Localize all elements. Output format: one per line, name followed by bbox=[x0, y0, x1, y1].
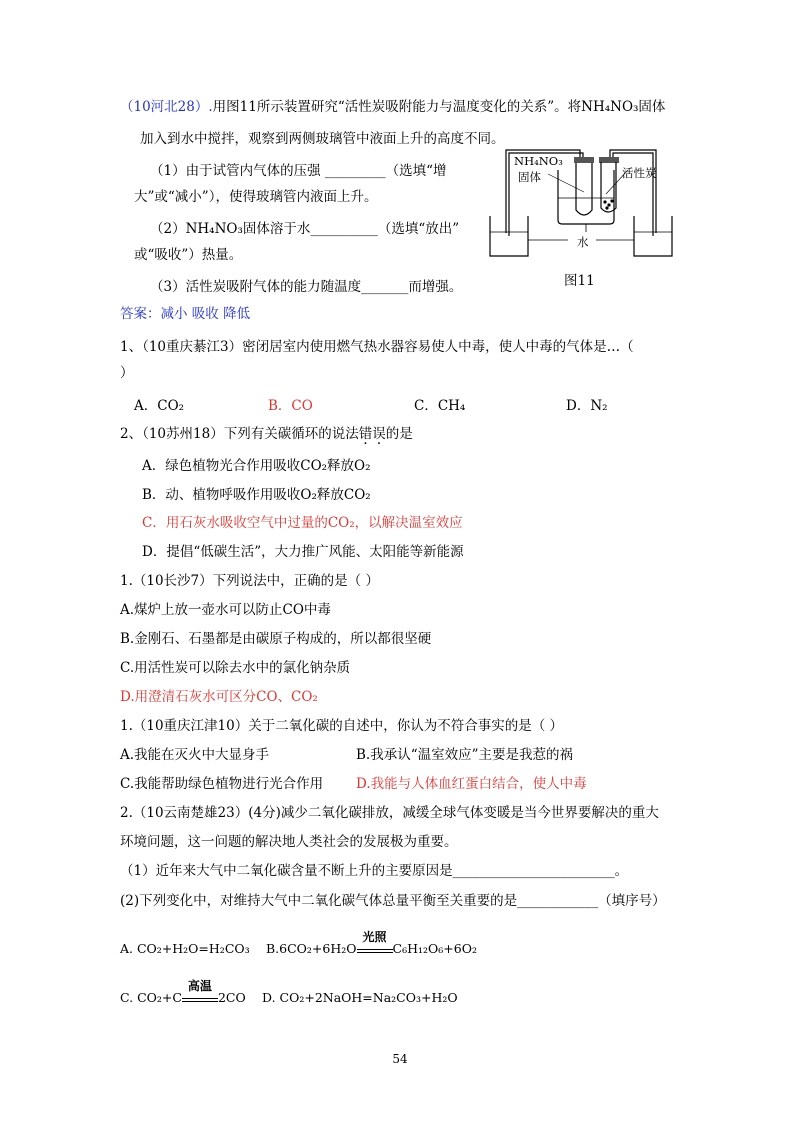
condition-light-label: 光照 bbox=[362, 930, 387, 944]
q5-part-2: (2)下列变化中，对维持大气中二氧化碳气体总量平衡至关重要的是____________（填序号） bbox=[120, 893, 666, 909]
q5-option-c-reactants: C. CO₂+C bbox=[120, 990, 182, 1005]
page-number: 54 bbox=[392, 1052, 408, 1066]
reaction-condition-light bbox=[357, 930, 393, 953]
q2-stem bbox=[120, 425, 413, 443]
label-solid: 固体 bbox=[518, 170, 541, 184]
q3-option-a: A.煤炉上放一壶水可以防止CO中毒 bbox=[120, 602, 331, 618]
sub-question-1a: （1）由于试管内气体的压强 _________（选填“增 bbox=[150, 163, 447, 179]
q5-option-c-products: 2CO bbox=[217, 990, 246, 1005]
q5-option-b-products: C₆H₁₂O₆+6O₂ bbox=[392, 941, 477, 956]
q2-emph-1: 错 bbox=[358, 426, 373, 442]
intro-line-2: 加入到水中搅拌，观察到两侧玻璃管中液面上升的高度不同。 bbox=[140, 131, 505, 147]
source-tag: （10河北28）. bbox=[120, 99, 213, 115]
label-water: 水 bbox=[574, 233, 592, 251]
q5-part-1: （1）近年来大气中二氧化碳含量不断上升的主要原因是________________________。 bbox=[120, 863, 629, 879]
q4-option-c: C.我能帮助绿色植物进行光合作用 bbox=[120, 776, 324, 792]
q5-stem-2: 环境问题，这一问题的解决地人类社会的发展极为重要。 bbox=[120, 834, 458, 850]
q2-option-a: A．绿色植物光合作用吸收CO₂释放O₂ bbox=[142, 458, 371, 474]
intro-text-1: 用图11所示装置研究“活性炭吸附能力与温度变化的关系”。将NH₄NO₃固体 bbox=[212, 99, 666, 115]
q5-option-d: D. CO₂+2NaOH=Na₂CO₃+H₂O bbox=[262, 990, 458, 1005]
sub-question-2a: （2）NH₄NO₃固体溶于水__________（选填“放出” bbox=[150, 221, 460, 237]
q5-option-b-reactants: B.6CO₂+6H₂O bbox=[266, 941, 357, 956]
sub-question-1b: 大”或“减小”），使得玻璃管内液面上升。 bbox=[134, 189, 378, 205]
q1-option-c: C．CH₄ bbox=[414, 398, 466, 414]
q1-option-b: B．CO bbox=[268, 398, 313, 414]
q4-option-b: B.我承认“温室效应”主要是我惹的祸 bbox=[356, 747, 574, 763]
q2-emph-2: 误 bbox=[372, 426, 386, 442]
q3-option-c: C.用活性炭可以除去水中的氯化钠杂质 bbox=[120, 660, 351, 676]
intro-line-1 bbox=[120, 98, 665, 116]
condition-heat-label: 高温 bbox=[187, 979, 212, 993]
q5-option-a: A. CO₂+H₂O=H₂CO₃ bbox=[120, 941, 250, 956]
q1-stem: 1、（10重庆綦江3）密闭居室内使用燃气热水器容易使人中毒，使人中毒的气体是…（ bbox=[120, 339, 634, 355]
q1-stem-close: ） bbox=[120, 365, 134, 381]
q3-stem: 1.（10长沙7）下列说法中，正确的是（ ） bbox=[120, 573, 379, 589]
q5-option-b bbox=[266, 930, 477, 958]
q4-stem: 1.（10重庆江津10）关于二氧化碳的自述中，你认为不符合事实的是（ ） bbox=[120, 718, 564, 734]
sub-question-3: （3）活性炭吸附气体的能力随温度_______而增强。 bbox=[150, 279, 463, 295]
apparatus-figure bbox=[488, 148, 688, 298]
q2-stem-post: 的是 bbox=[385, 426, 413, 442]
q1-option-d: D．N₂ bbox=[566, 398, 608, 414]
q3-option-d: D.用澄清石灰水可区分CO、CO₂ bbox=[120, 689, 318, 705]
q2-option-d: D．提倡“低碳生活”，大力推广风能、太阳能等新能源 bbox=[142, 544, 464, 560]
label-nh4no3: NH₄NO₃ bbox=[514, 154, 563, 168]
q5-option-c bbox=[120, 979, 246, 1007]
label-activated-carbon: 活性炭 bbox=[622, 166, 657, 180]
figure-caption: 图11 bbox=[564, 273, 595, 289]
answer-line: 答案：减小 吸收 降低 bbox=[120, 306, 251, 322]
q1-option-a: A．CO₂ bbox=[134, 398, 185, 414]
q5-stem-1: 2.（10云南楚雄23）(4分)减少二氧化碳排放，减缓全球气体变暖是当今世界要解决的重大 bbox=[120, 805, 659, 821]
sub-question-2b: 或“吸收”）热量。 bbox=[134, 247, 243, 263]
q2-option-c: C．用石灰水吸收空气中过量的CO₂，以解决温室效应 bbox=[142, 515, 463, 531]
q4-option-a: A.我能在灭火中大显身手 bbox=[120, 747, 270, 763]
q2-stem-pre: 2、（10苏州18）下列有关碳循环的说法 bbox=[120, 426, 359, 442]
q3-option-b: B.金刚石、石墨都是由碳原子构成的，所以都很坚硬 bbox=[120, 631, 432, 647]
q2-option-b: B．动、植物呼吸作用吸收O₂释放CO₂ bbox=[142, 487, 371, 503]
reaction-condition-heat bbox=[182, 979, 218, 1002]
q4-option-d: D.我能与人体血红蛋白结合，使人中毒 bbox=[356, 776, 587, 792]
